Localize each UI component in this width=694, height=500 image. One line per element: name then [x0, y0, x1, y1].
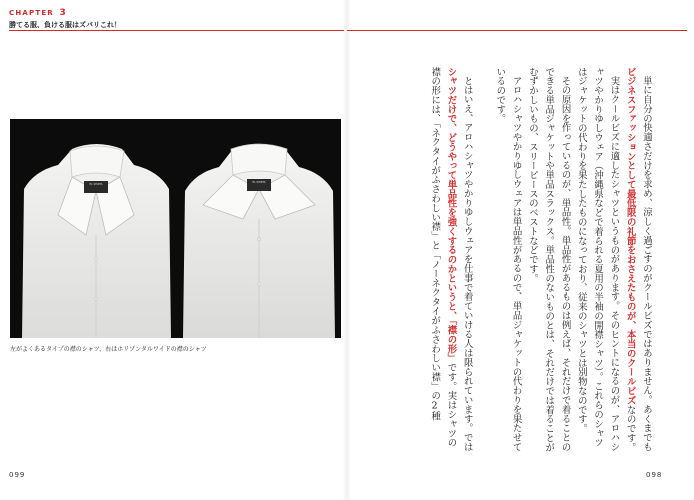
- right-page: [347, 0, 694, 500]
- paragraph-3: その原因を作っているのが、単品性。単品性があるものは例えば、それだけで着ることのできる単品ジャケットや単品スラックス。単品性のないものとは、それだけでは着ることがむずかしいもの、スリーピースのベストなどです。: [526, 67, 571, 452]
- p5-text-b: です。実はシャツの襟の形には、「ネクタイがふさわしい襟」と「ノーネクタイがふさわしい襟」の2種: [429, 67, 457, 448]
- page-number-left: 099: [9, 471, 26, 479]
- shirt-label-left: EL SHIRTS: [89, 183, 103, 186]
- chapter-title: 勝てる服、負ける服はズバリこれ！: [9, 21, 121, 29]
- chapter-number: 3: [59, 8, 67, 18]
- header-rule: [9, 30, 344, 31]
- header-rule-right: [347, 30, 687, 31]
- horizontal-wide-collar-shirt-image: [177, 119, 340, 338]
- shirt-label-right: EL SHIRTS: [252, 181, 266, 184]
- shirt-collar-photo: [10, 119, 341, 338]
- paragraph-1: [621, 67, 654, 452]
- paragraph-4: アロハシャツやかりゆしウェアは単品性があるので、単品ジャケットの代わりを果たせているのです。: [494, 67, 522, 452]
- photo-caption: 左がよくあるタイプの襟のシャツ、右はホリゾンタルワイドの襟のシャツ: [10, 346, 207, 353]
- p1-emphasis: ビジネスファッションとして最低限の礼節をおさえたものが、本当のクールビズ: [624, 67, 636, 406]
- regular-collar-shirt-image: [14, 119, 177, 338]
- chapter-word: CHAPTER: [9, 9, 54, 17]
- chapter-label: [9, 8, 67, 18]
- horizontal-wide-collar-shirt: [177, 119, 340, 338]
- regular-collar-shirt: [14, 119, 177, 338]
- book-gutter: [343, 0, 351, 500]
- p1-text-a: 単に自分の快適さだけを求め、涼しく過ごすのがクールビズではありません。あくまでも: [641, 76, 652, 452]
- paragraph-5: [426, 67, 475, 452]
- p5-emphasis: シャツだけで、どうやって単品性を強くするのかというと、「襟の形」: [445, 67, 457, 363]
- paragraph-2: 実はクールビズに適したシャツというものがあります。そのヒントになるのが、アロハシャツやかりゆしウェア（沖縄県などで着られる夏用の半袖の開襟シャツ）。これらのシャツはジャケットの代わりを果たしたものになっており、従来のシャツとは別物なのです。: [575, 67, 620, 452]
- p1-text-b: なのです。: [624, 405, 636, 452]
- body-text: [392, 67, 654, 452]
- p5-text-a: とはいえ、アロハシャツやかりゆしウェアを仕事で着ていける人は限られています。では: [461, 76, 473, 452]
- paragraph-gap: [475, 67, 491, 452]
- page-number-right: 098: [646, 471, 663, 479]
